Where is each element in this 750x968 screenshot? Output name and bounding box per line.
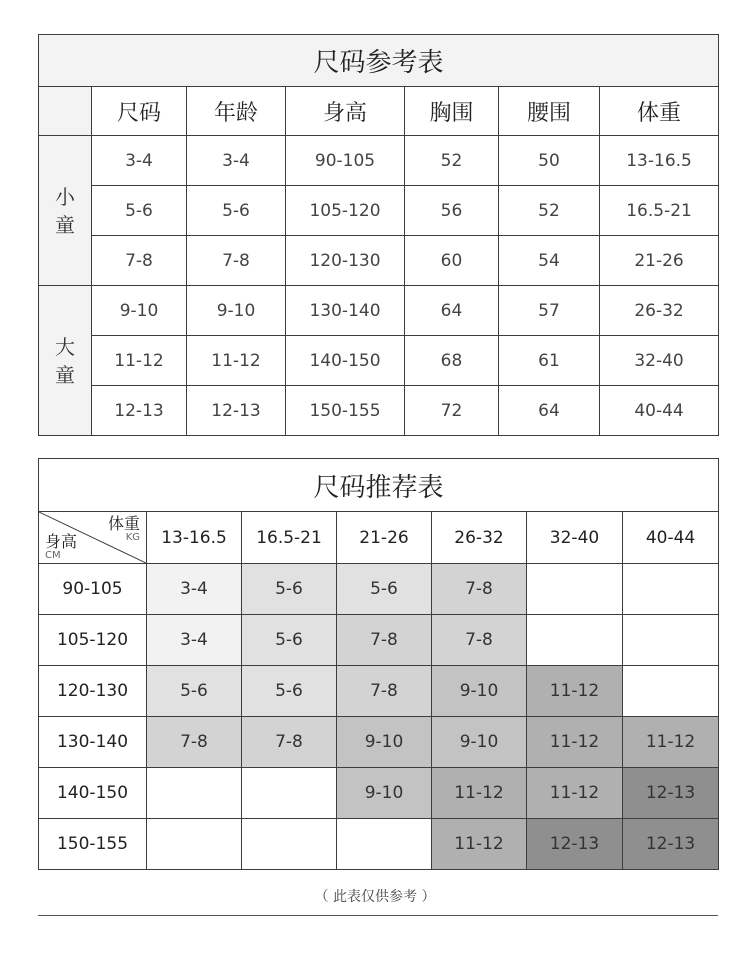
recommended-size-cell: 7-8 [337, 615, 432, 666]
size-cell: 57 [499, 286, 600, 336]
size-cell: 12-13 [187, 386, 286, 436]
size-cell: 11-12 [187, 336, 286, 386]
size-row [39, 186, 719, 236]
size-cell: 9-10 [187, 286, 286, 336]
recommended-size-cell: 9-10 [337, 717, 432, 768]
size-row [39, 336, 719, 386]
age-group-label: 大 童 [39, 286, 92, 436]
size-cell: 50 [499, 136, 600, 186]
size-cell: 61 [499, 336, 600, 386]
weight-column-header: 26-32 [432, 512, 527, 564]
recommended-size-cell: 5-6 [337, 564, 432, 615]
recommended-size-cell: 5-6 [242, 564, 337, 615]
recommend-row [39, 666, 719, 717]
height-label: 身高 [45, 532, 78, 551]
header-waist: 腰围 [499, 87, 600, 136]
recommended-size-cell: 11-12 [527, 717, 623, 768]
size-cell: 3-4 [187, 136, 286, 186]
recommended-size-cell: 11-12 [527, 768, 623, 819]
recommended-size-cell: 7-8 [432, 615, 527, 666]
size-row [39, 236, 719, 286]
height-axis-label [45, 534, 77, 561]
empty-cell [527, 615, 623, 666]
size-row [39, 286, 719, 336]
empty-cell [623, 666, 719, 717]
size-cell: 12-13 [92, 386, 187, 436]
height-row-header: 90-105 [39, 564, 147, 615]
size-cell: 16.5-21 [600, 186, 719, 236]
size-row [39, 136, 719, 186]
size-cell: 54 [499, 236, 600, 286]
recommended-size-cell: 3-4 [147, 564, 242, 615]
recommended-size-cell: 9-10 [337, 768, 432, 819]
weight-column-header: 40-44 [623, 512, 719, 564]
recommend-row [39, 615, 719, 666]
size-recommend-title: 尺码推荐表 [39, 459, 719, 512]
size-cell: 68 [405, 336, 499, 386]
recommended-size-cell: 7-8 [337, 666, 432, 717]
size-row [39, 386, 719, 436]
header-corner [39, 87, 92, 136]
weight-column-header: 32-40 [527, 512, 623, 564]
weight-axis-label [108, 516, 140, 543]
recommended-size-cell: 11-12 [432, 819, 527, 870]
size-cell: 90-105 [286, 136, 405, 186]
size-cell: 32-40 [600, 336, 719, 386]
height-row-header: 105-120 [39, 615, 147, 666]
weight-column-header: 13-16.5 [147, 512, 242, 564]
size-cell: 130-140 [286, 286, 405, 336]
recommended-size-cell: 7-8 [242, 717, 337, 768]
header-chest: 胸围 [405, 87, 499, 136]
height-row-header: 130-140 [39, 717, 147, 768]
recommended-size-cell: 11-12 [432, 768, 527, 819]
size-cell: 40-44 [600, 386, 719, 436]
diagonal-corner-header [39, 512, 147, 564]
header-weight: 体重 [600, 87, 719, 136]
empty-cell [242, 819, 337, 870]
size-cell: 120-130 [286, 236, 405, 286]
recommended-size-cell: 12-13 [623, 768, 719, 819]
empty-cell [623, 615, 719, 666]
recommend-row [39, 717, 719, 768]
size-cell: 7-8 [187, 236, 286, 286]
recommended-size-cell: 7-8 [147, 717, 242, 768]
size-reference-table [38, 34, 719, 436]
recommend-row [39, 819, 719, 870]
height-unit: CM [45, 550, 61, 561]
height-row-header: 140-150 [39, 768, 147, 819]
header-age: 年龄 [187, 87, 286, 136]
height-row-header: 150-155 [39, 819, 147, 870]
weight-column-header: 21-26 [337, 512, 432, 564]
size-cell: 26-32 [600, 286, 719, 336]
header-size: 尺码 [92, 87, 187, 136]
recommended-size-cell: 5-6 [147, 666, 242, 717]
size-cell: 150-155 [286, 386, 405, 436]
recommended-size-cell: 11-12 [527, 666, 623, 717]
recommended-size-cell: 11-12 [623, 717, 719, 768]
size-cell: 5-6 [187, 186, 286, 236]
size-cell: 3-4 [92, 136, 187, 186]
recommended-size-cell: 9-10 [432, 666, 527, 717]
recommended-size-cell: 9-10 [432, 717, 527, 768]
empty-cell [147, 819, 242, 870]
header-height: 身高 [286, 87, 405, 136]
weight-label: 体重 [107, 514, 140, 533]
weight-column-header: 16.5-21 [242, 512, 337, 564]
bottom-divider [38, 915, 718, 916]
size-cell: 140-150 [286, 336, 405, 386]
size-cell: 105-120 [286, 186, 405, 236]
size-cell: 64 [499, 386, 600, 436]
recommended-size-cell: 3-4 [147, 615, 242, 666]
empty-cell [242, 768, 337, 819]
empty-cell [147, 768, 242, 819]
size-cell: 21-26 [600, 236, 719, 286]
size-cell: 9-10 [92, 286, 187, 336]
size-cell: 7-8 [92, 236, 187, 286]
recommend-row [39, 564, 719, 615]
size-recommend-table [38, 458, 719, 870]
size-cell: 11-12 [92, 336, 187, 386]
recommend-row [39, 768, 719, 819]
weight-unit: KG [125, 532, 140, 543]
size-reference-title: 尺码参考表 [39, 35, 719, 87]
reference-only-note: （ 此表仅供参考 ） [314, 889, 436, 905]
recommended-size-cell: 5-6 [242, 615, 337, 666]
size-cell: 52 [405, 136, 499, 186]
height-row-header: 120-130 [39, 666, 147, 717]
empty-cell [623, 564, 719, 615]
recommended-size-cell: 12-13 [527, 819, 623, 870]
age-group-label: 小 童 [39, 136, 92, 286]
size-cell: 64 [405, 286, 499, 336]
size-cell: 5-6 [92, 186, 187, 236]
size-cell: 52 [499, 186, 600, 236]
size-cell: 60 [405, 236, 499, 286]
recommended-size-cell: 12-13 [623, 819, 719, 870]
empty-cell [527, 564, 623, 615]
size-cell: 13-16.5 [600, 136, 719, 186]
size-cell: 56 [405, 186, 499, 236]
recommended-size-cell: 7-8 [432, 564, 527, 615]
empty-cell [337, 819, 432, 870]
size-cell: 72 [405, 386, 499, 436]
recommended-size-cell: 5-6 [242, 666, 337, 717]
